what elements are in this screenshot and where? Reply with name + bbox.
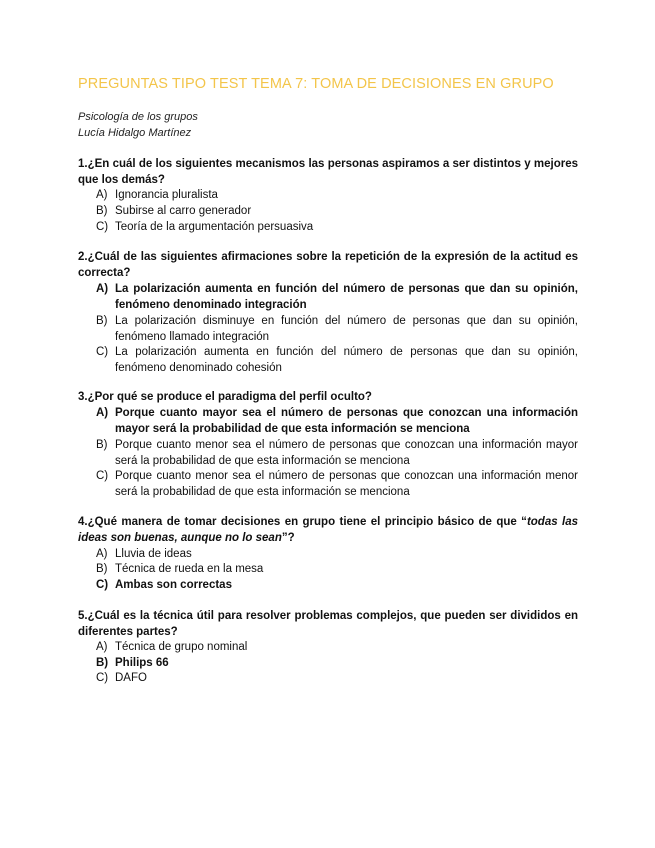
- question-3: 3.¿Por qué se produce el paradigma del perfil oculto?: [78, 391, 372, 403]
- q2-option-c: [96, 344, 578, 376]
- option-text: Porque cuanto menor sea el número de personas que conozcan una información mayor será la probabilidad de que esta información se menciona: [115, 439, 578, 467]
- option-text: DAFO: [115, 672, 147, 684]
- option-text: La polarización disminuye en función del número de personas que dan su opinión, fenómeno llamado integración: [115, 315, 578, 343]
- option-letter: A): [96, 641, 108, 653]
- q5-option-b: [96, 655, 578, 671]
- author-line: Lucía Hidalgo Martínez: [78, 127, 192, 139]
- option-text: La polarización aumenta en función del número de personas que dan su opinión, fenómeno denominado cohesión: [115, 346, 578, 374]
- option-letter: C): [96, 579, 109, 591]
- option-letter: B): [96, 657, 109, 669]
- question-4-quote: todas las ideas son buenas, aunque no lo sean: [78, 516, 578, 544]
- option-text: Teoría de la argumentación persuasiva: [115, 221, 314, 233]
- question-2: 2.¿Cuál de las siguientes afirmaciones sobre la repetición de la expresión de la actitud es correcta?: [78, 251, 578, 279]
- option-text: Philips 66: [115, 657, 169, 669]
- question-4-text-end: ”?: [281, 532, 295, 544]
- q3-option-b: [96, 437, 578, 469]
- option-text: Técnica de rueda en la mesa: [115, 563, 264, 575]
- option-letter: B): [96, 205, 108, 217]
- q2-option-b: [96, 313, 578, 345]
- q3-option-a: [96, 405, 578, 437]
- option-letter: B): [96, 439, 108, 451]
- option-letter: B): [96, 563, 108, 575]
- option-text: Subirse al carro generador: [115, 205, 252, 217]
- q1-option-c: [96, 219, 578, 235]
- option-letter: C): [96, 672, 109, 684]
- q5-option-c: [96, 670, 578, 686]
- option-text: Lluvia de ideas: [115, 548, 192, 560]
- q4-option-c: [96, 577, 578, 593]
- q1-option-b: [96, 203, 578, 219]
- option-text: Técnica de grupo nominal: [115, 641, 248, 653]
- option-letter: A): [96, 407, 109, 419]
- option-text: La polarización aumenta en función del número de personas que dan su opinión, fenómeno denominado integración: [115, 283, 578, 311]
- option-text: Ignorancia pluralista: [115, 189, 218, 201]
- option-text: Porque cuanto menor sea el número de personas que conozcan una información menor será la probabilidad de que esta información se menciona: [115, 470, 578, 498]
- option-text: Ambas son correctas: [115, 579, 232, 591]
- question-1: 1.¿En cuál de los siguientes mecanismos las personas aspiramos a ser distintos y mejores que los demás?: [78, 158, 578, 186]
- subject-line: Psicología de los grupos: [78, 111, 198, 123]
- question-4: [78, 514, 578, 546]
- q3-option-c: [96, 468, 578, 500]
- option-letter: B): [96, 315, 108, 327]
- q5-option-a: [96, 639, 578, 655]
- option-text: Porque cuanto mayor sea el número de personas que conozcan una información mayor será la probabilidad de que esta información se menciona: [115, 407, 578, 435]
- option-letter: C): [96, 470, 109, 482]
- q4-option-b: [96, 561, 578, 577]
- option-letter: A): [96, 548, 108, 560]
- document-title: PREGUNTAS TIPO TEST TEMA 7: TOMA DE DECISIONES EN GRUPO: [78, 76, 554, 92]
- q4-option-a: [96, 546, 578, 562]
- q2-option-a: [96, 281, 578, 313]
- option-letter: A): [96, 189, 108, 201]
- question-5: 5.¿Cuál es la técnica útil para resolver problemas complejos, que pueden ser divididos en diferentes partes?: [78, 610, 578, 638]
- option-letter: A): [96, 283, 109, 295]
- option-letter: C): [96, 346, 109, 358]
- option-letter: C): [96, 221, 109, 233]
- q1-option-a: [96, 187, 578, 203]
- question-4-text: 4.¿Qué manera de tomar decisiones en grupo tiene el principio básico de que “: [78, 516, 527, 528]
